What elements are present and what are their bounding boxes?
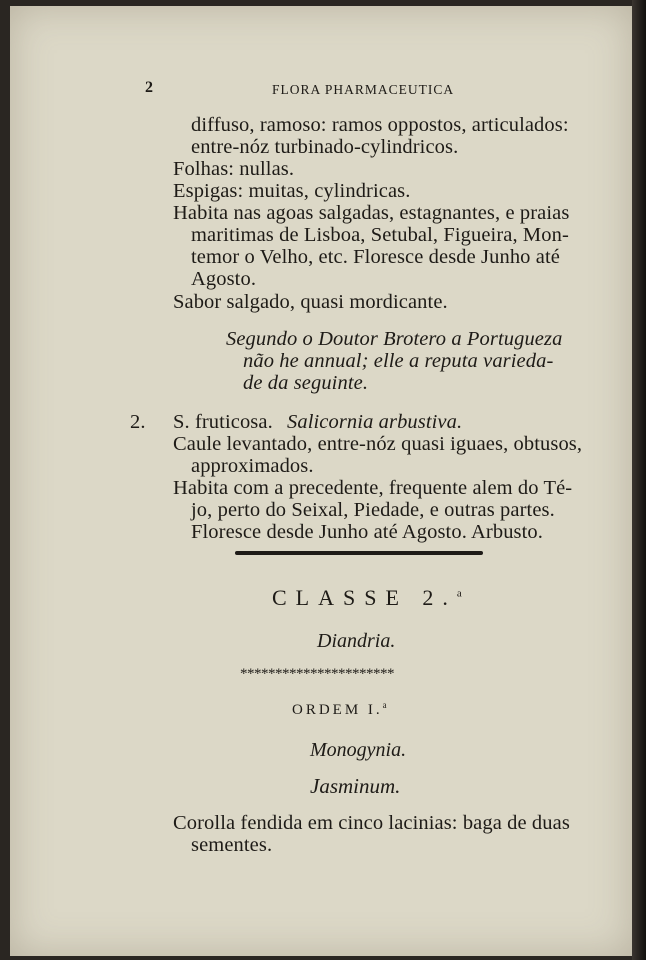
note-line: de da seguinte. xyxy=(243,372,369,394)
class-heading xyxy=(272,585,462,611)
description-line: Caule levantado, entre-nóz quasi iguaes, obtusos, xyxy=(173,433,583,455)
description-line: Floresce desde Junho até Agosto. Arbusto. xyxy=(191,521,543,543)
species-vernacular-name: Salicornia arbustiva. xyxy=(287,411,463,433)
note-line: Segundo o Doutor Brotero a Portugueza xyxy=(226,328,563,350)
book-page xyxy=(10,6,632,956)
description-line: Habita nas agoas salgadas, estagnantes, e praias xyxy=(173,202,570,224)
genus-description-line: sementes. xyxy=(191,834,273,856)
class-heading-text: CLASSE 2. xyxy=(272,585,457,610)
description-line: Espigas: muitas, cylindricas. xyxy=(173,180,411,202)
description-line: entre-nóz turbinado-cylindricos. xyxy=(191,136,459,158)
description-line: temor o Velho, etc. Floresce desde Junho até xyxy=(191,246,560,268)
genus-name: Jasminum. xyxy=(310,774,401,798)
species-number: 2. xyxy=(130,411,146,433)
order-heading-text: ORDEM I. xyxy=(292,702,383,718)
description-line: jo, perto do Seixal, Piedade, e outras partes. xyxy=(191,499,555,521)
book-binding-edge xyxy=(632,0,646,960)
running-head: FLORA PHARMACEUTICA xyxy=(272,82,455,97)
description-line: approximados. xyxy=(191,455,314,477)
description-line: Sabor salgado, quasi mordicante. xyxy=(173,291,448,313)
order-heading-superscript: a xyxy=(382,700,387,710)
description-line: diffuso, ramoso: ramos oppostos, articulados: xyxy=(191,114,569,136)
description-line: maritimas de Lisboa, Setubal, Figueira, Mon- xyxy=(191,224,569,246)
description-line: Habita com a precedente, frequente alem do Té- xyxy=(173,477,573,499)
order-name: Monogynia. xyxy=(310,739,407,761)
page-number: 2 xyxy=(145,79,153,96)
order-heading xyxy=(292,700,387,719)
description-line: Folhas: nullas. xyxy=(173,158,295,180)
asterisk-divider: ********************** xyxy=(240,666,394,682)
class-heading-superscript: a xyxy=(456,587,462,600)
section-divider-rule xyxy=(235,551,483,555)
note-line: não he annual; elle a reputa varieda- xyxy=(243,350,554,372)
species-name: S. fruticosa. xyxy=(173,411,273,433)
description-line: Agosto. xyxy=(191,268,257,290)
class-name: Diandria. xyxy=(317,630,396,652)
genus-description-line: Corolla fendida em cinco lacinias: baga de duas xyxy=(173,812,570,834)
